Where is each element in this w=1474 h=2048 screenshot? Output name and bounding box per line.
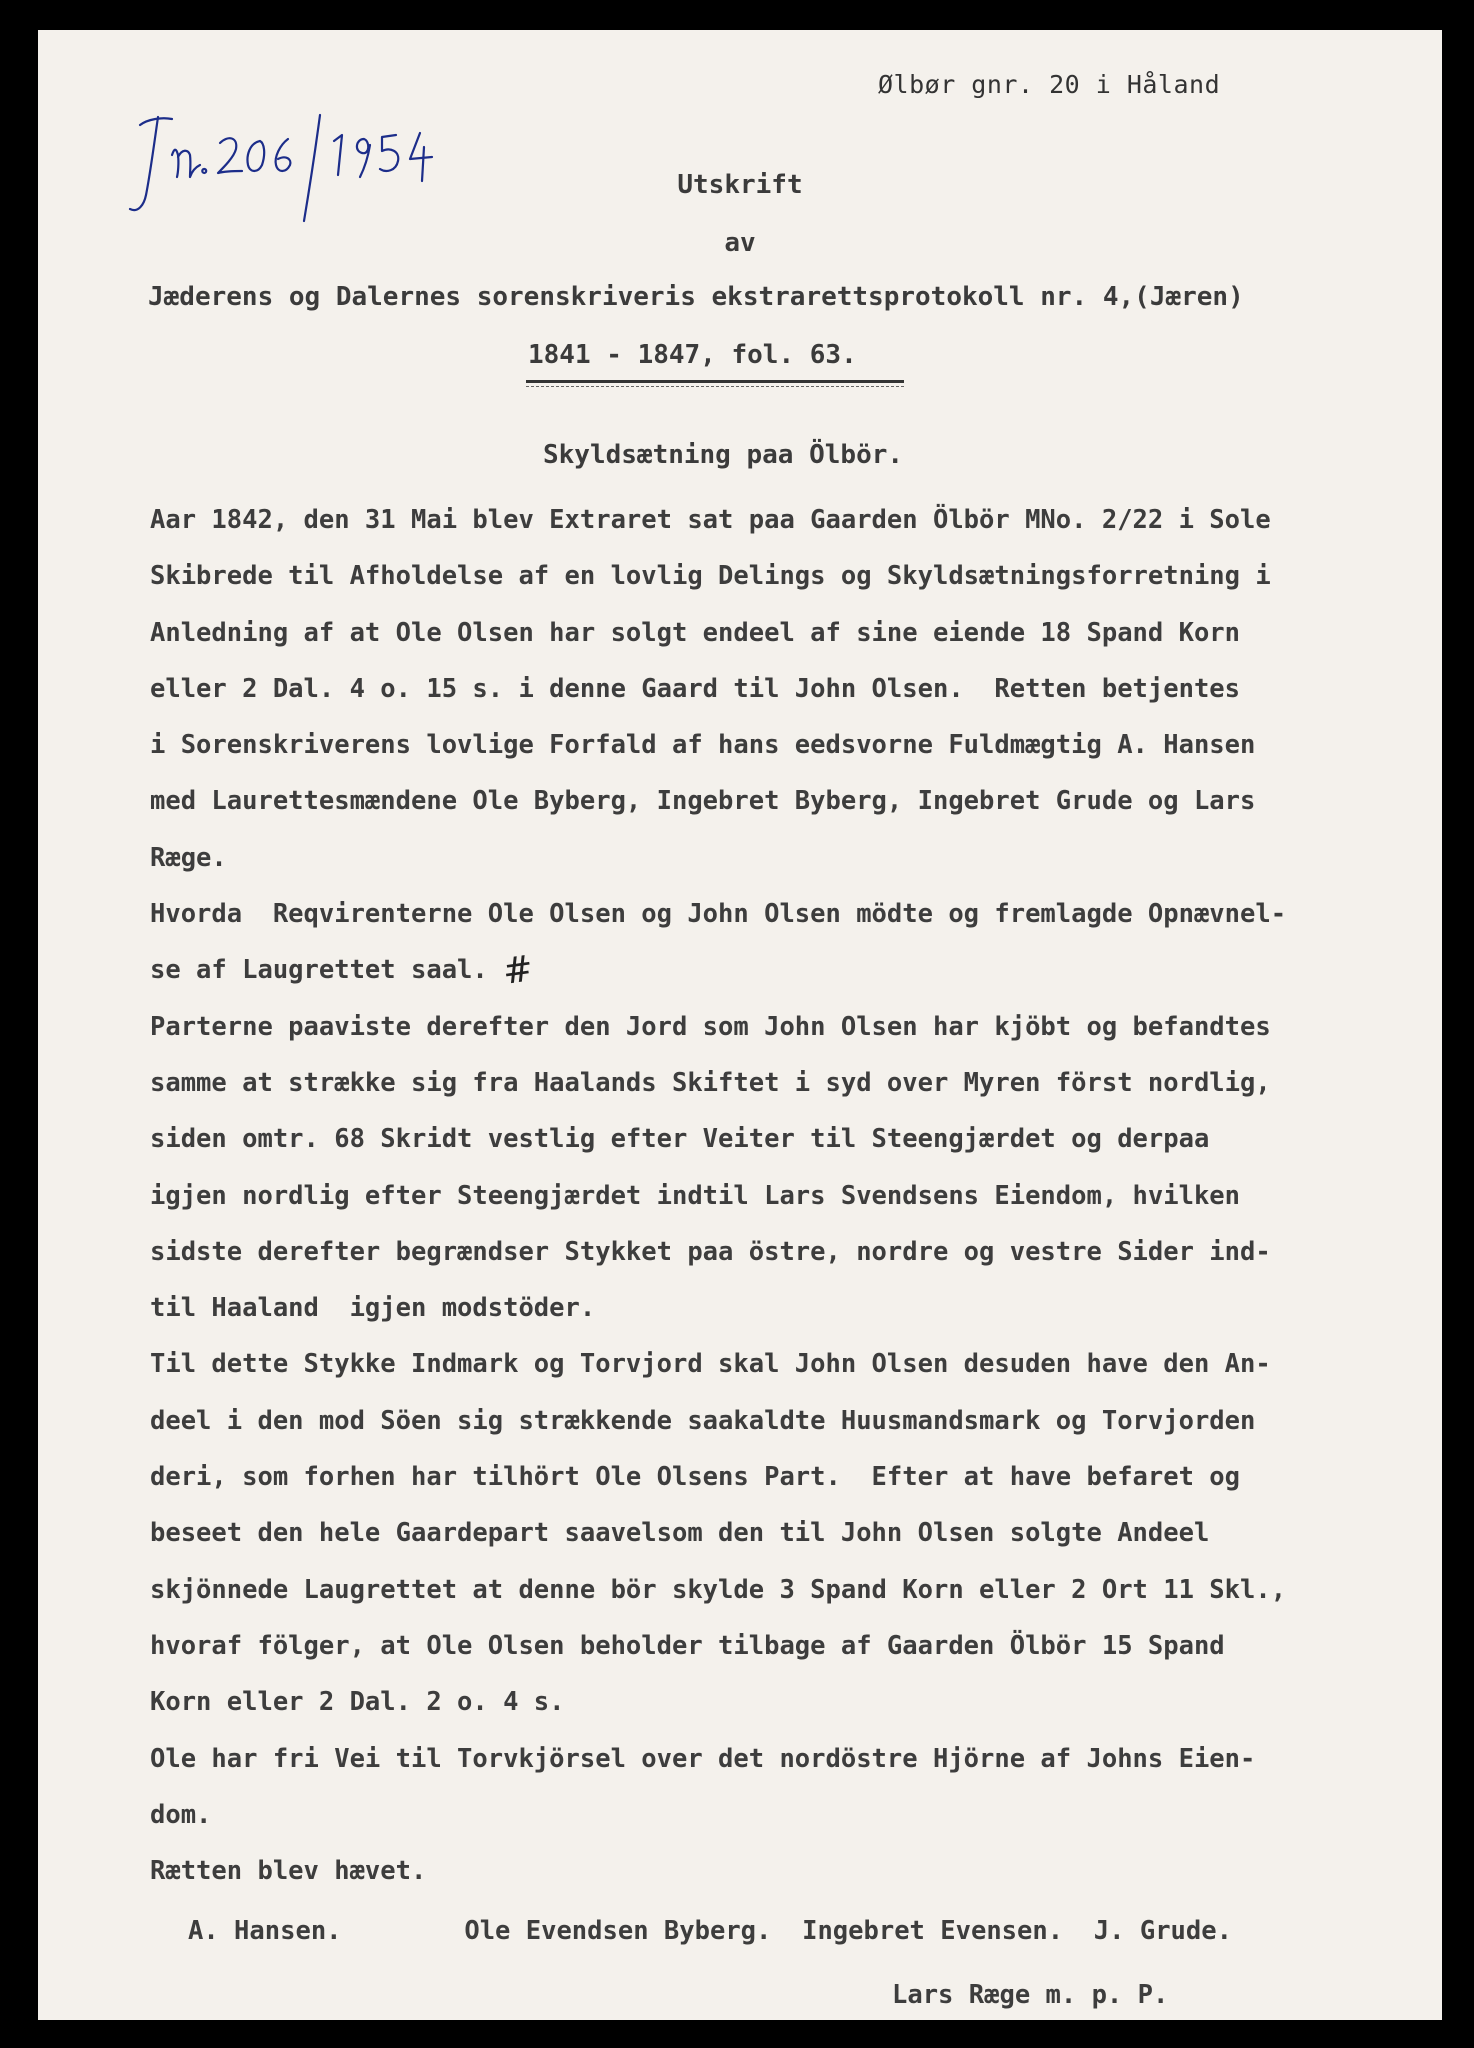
body-line: Rætten blev hævet. bbox=[150, 1856, 427, 1887]
body-line: deri, som forhen har tilhört Ole Olsens Part. Efter at have befaret og bbox=[150, 1462, 1241, 1493]
document-page bbox=[38, 30, 1442, 2020]
body-line: Til dette Stykke Indmark og Torvjord skal John Olsen desuden have den An- bbox=[150, 1349, 1271, 1380]
handwritten-journal-number bbox=[120, 95, 440, 225]
body-line-text: se af Laugrettet saal. bbox=[150, 955, 488, 986]
body-line: sidste derefter begrændser Stykket paa östre, nordre og vestre Sider ind- bbox=[150, 1236, 1271, 1267]
body-line: beseet den hele Gaardepart saavelsom den til John Olsen solgte Andeel bbox=[150, 1518, 1210, 1549]
body-line: dom. bbox=[150, 1799, 212, 1830]
body-line: med Laurettesmændene Ole Byberg, Ingebret Byberg, Ingebret Grude og Lars bbox=[150, 786, 1256, 817]
body-line: Ræge. bbox=[150, 842, 227, 873]
body-line: samme at strække sig fra Haalands Skiftet i syd over Myren först nordlig, bbox=[150, 1067, 1271, 1098]
title-folio: 1841 - 1847, fol. 63. bbox=[528, 340, 857, 370]
title-underline-dashed bbox=[526, 386, 904, 387]
title-protocol: Jæderens og Dalernes sorenskriveris ekstrarettsprotokoll nr. 4,(Jæren) bbox=[148, 282, 1244, 312]
header-reference: Ølbør gnr. 20 i Håland bbox=[878, 70, 1221, 99]
body-line: deel i den mod Söen sig strækkende saakaldte Huusmandsmark og Torvjorden bbox=[150, 1405, 1256, 1436]
body-line: skjönnede Laugrettet at denne bör skylde 3 Spand Korn eller 2 Ort 11 Skl., bbox=[150, 1574, 1287, 1605]
title-underline bbox=[526, 380, 904, 383]
title-utskrift: Utskrift bbox=[677, 170, 803, 200]
body-line: Anledning af at Ole Olsen har solgt endeel af sine eiende 18 Spand Korn bbox=[150, 617, 1241, 648]
body-line: i Sorenskriverens lovlige Forfald af hans eedsvorne Fuldmægtig A. Hansen bbox=[150, 730, 1256, 761]
body-line: Korn eller 2 Dal. 2 o. 4 s. bbox=[150, 1687, 565, 1718]
body-line: hvoraf fölger, at Ole Olsen beholder tilbage af Gaarden Ölbör 15 Spand bbox=[150, 1630, 1225, 1661]
document-body bbox=[150, 492, 1440, 1899]
body-line: igjen nordlig efter Steengjærdet indtil Lars Svendsens Eiendom, hvilken bbox=[150, 1180, 1241, 1211]
signatures-line-2: Lars Ræge m. p. P. bbox=[892, 1980, 1169, 2010]
title-av: av bbox=[724, 228, 756, 258]
body-line: Aar 1842, den 31 Mai blev Extraret sat paa Gaarden Ölbör MNo. 2/22 i Sole bbox=[150, 505, 1271, 535]
body-line: Skibrede til Afholdelse af en lovlig Delings og Skyldsætningsforretning i bbox=[150, 561, 1271, 592]
body-line bbox=[150, 942, 1440, 998]
body-line: siden omtr. 68 Skridt vestlig efter Veiter til Steengjærdet og derpaa bbox=[150, 1124, 1210, 1155]
signatures-line-1: A. Hansen. Ole Evendsen Byberg. Ingebret Evensen. J. Grude. bbox=[188, 1916, 1232, 1946]
subject-heading: Skyldsætning paa Ölbör. bbox=[543, 440, 904, 470]
body-line: Parterne paaviste derefter den Jord som John Olsen har kjöbt og befandtes bbox=[150, 1011, 1271, 1042]
body-line: til Haaland igjen modstöder. bbox=[150, 1293, 596, 1324]
body-line: Hvorda Reqvirenterne Ole Olsen og John Olsen mödte og fremlagde Opnævnel- bbox=[150, 899, 1287, 930]
body-line: eller 2 Dal. 4 o. 15 s. i denne Gaard til John Olsen. Retten betjentes bbox=[150, 673, 1241, 704]
body-line: Ole har fri Vei til Torvkjörsel over det nordöstre Hjörne af Johns Eien- bbox=[150, 1743, 1256, 1774]
handwritten-hash-mark: # bbox=[500, 948, 536, 994]
